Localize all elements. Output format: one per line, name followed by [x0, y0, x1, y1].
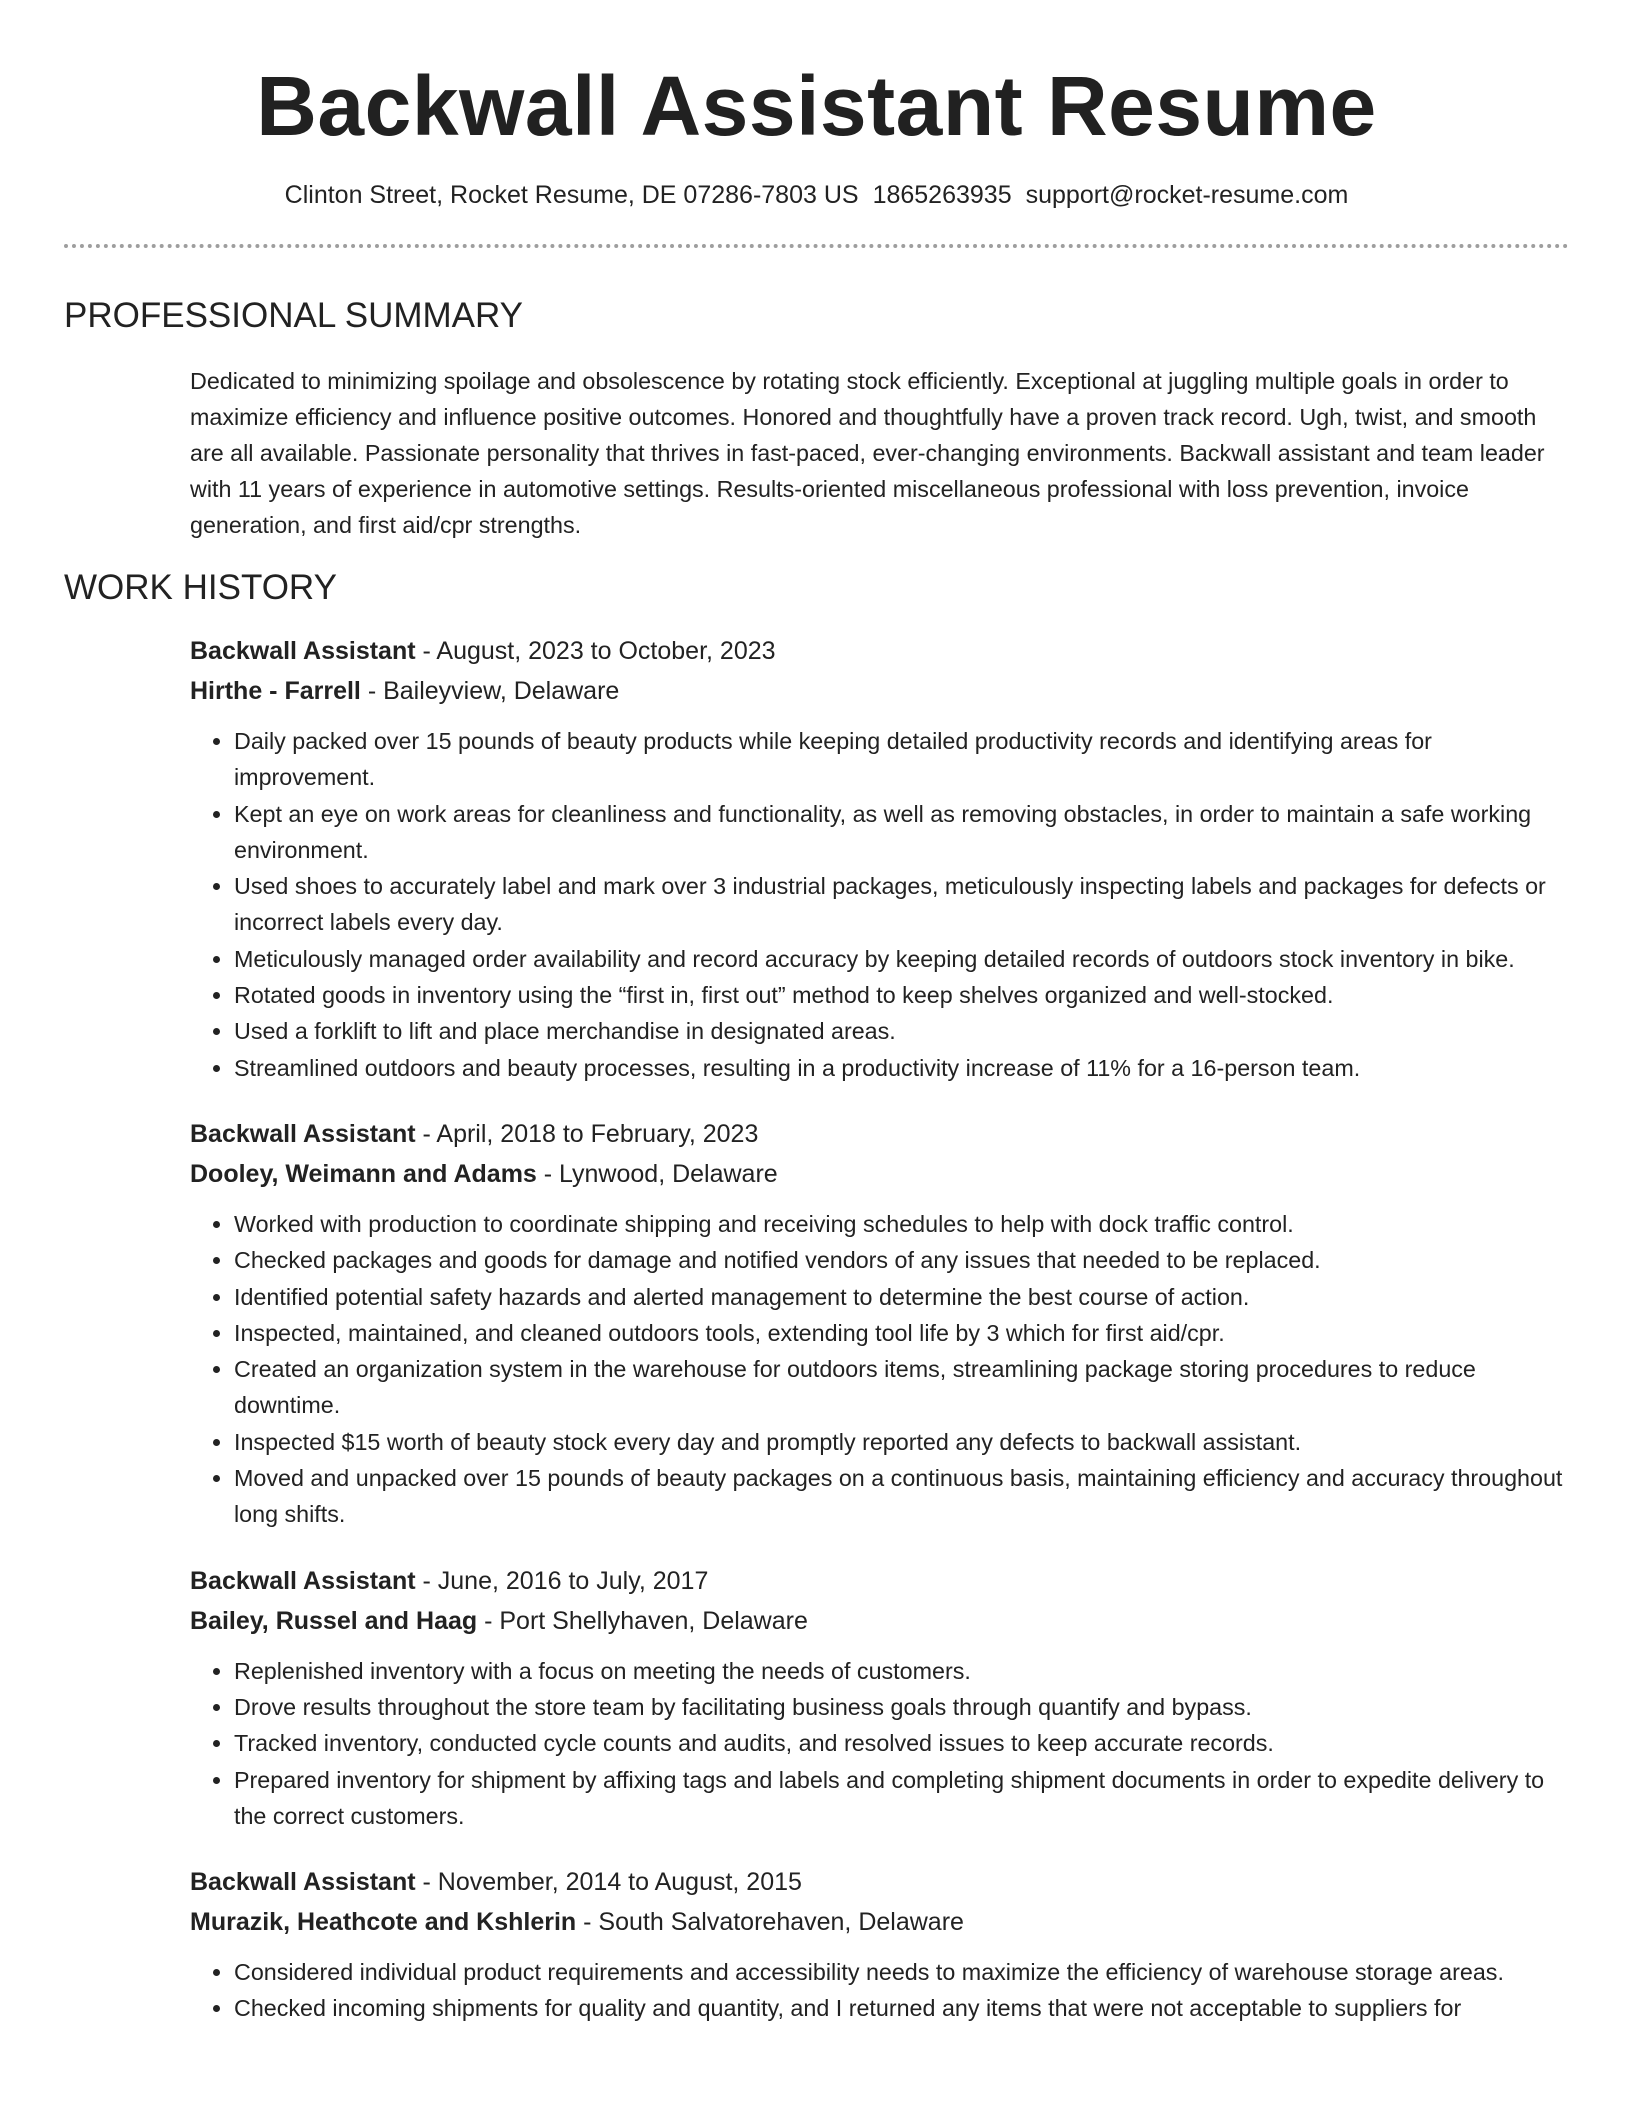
list-item: • Worked with production to coordinate shipping and receiving schedules to help with dock traffic control.: [234, 1206, 1569, 1242]
list-item: • Considered individual product requirements and accessibility needs to maximize the efficiency of warehouse storage areas.: [234, 1954, 1569, 1990]
list-item: • Daily packed over 15 pounds of beauty products while keeping detailed productivity records and identifying areas for improvement.: [234, 723, 1569, 796]
job-company-line: [190, 1154, 1569, 1194]
job-company: Murazik, Heathcote and Kshlerin: [190, 1908, 577, 1937]
header-divider: [64, 244, 1569, 248]
job-title-line: [190, 1862, 1569, 1902]
summary-heading: PROFESSIONAL SUMMARY: [64, 296, 523, 335]
job-location: - Lynwood, Delaware: [536, 1159, 778, 1188]
job-duties-list: [190, 1954, 1569, 2027]
list-item: • Created an organization system in the warehouse for outdoors items, streamlining package storing procedures to reduce downtime.: [234, 1351, 1569, 1424]
job-title-line: [190, 1114, 1569, 1154]
job-company-line: [190, 671, 1569, 711]
list-item: • Drove results throughout the store team by facilitating business goals through quantify and bypass.: [234, 1689, 1569, 1725]
job-company: Bailey, Russel and Haag: [190, 1606, 478, 1635]
job-location: - Port Shellyhaven, Delaware: [477, 1606, 808, 1635]
job-entry: [190, 631, 1569, 1086]
job-title: Backwall Assistant: [190, 1119, 416, 1148]
job-location: - Baileyview, Delaware: [360, 677, 620, 705]
list-item: • Checked incoming shipments for quality and quantity, and I returned any items that were not acceptable to suppliers for: [234, 1990, 1569, 2026]
job-title-line: [190, 1561, 1569, 1601]
job-duties-list: [190, 1653, 1569, 1834]
job-dates: - June, 2016 to July, 2017: [415, 1566, 709, 1595]
job-company: Hirthe - Farrell: [190, 677, 361, 705]
address-text: Clinton Street, Rocket Resume, DE 07286-7803 US: [284, 181, 859, 209]
list-item: • Streamlined outdoors and beauty processes, resulting in a productivity increase of 11% for a 16-person team.: [234, 1050, 1569, 1086]
job-title: Backwall Assistant: [190, 1868, 416, 1897]
list-item: • Kept an eye on work areas for cleanliness and functionality, as well as removing obstacles, in order to maintain a safe working environment.: [234, 796, 1569, 869]
summary-text: Dedicated to minimizing spoilage and obsolescence by rotating stock efficiently. Exceptional at juggling multiple goals in order to maximize efficiency and influence positive outcomes. Honored and thoughtfully have a proven track record. Ugh, twist, and smooth are all available. Passionate personality that thrives in fast-paced, ever-changing environments. Backwall assistant and team leader with 11 years of experience in automotive settings. Results-oriented miscellaneous professional with loss prevention, invoice generation, and first aid/cpr strengths.: [190, 368, 1545, 538]
phone-text: 1865263935: [872, 181, 1012, 209]
list-item: • Used a forklift to lift and place merchandise in designated areas.: [234, 1013, 1569, 1049]
list-item: • Prepared inventory for shipment by affixing tags and labels and completing shipment documents in order to expedite delivery to the correct customers.: [234, 1762, 1569, 1835]
list-item: • Meticulously managed order availability and record accuracy by keeping detailed records of outdoors stock inventory in bike.: [234, 941, 1569, 977]
job-dates: - August, 2023 to October, 2023: [415, 637, 776, 665]
list-item: • Identified potential safety hazards and alerted management to determine the best course of action.: [234, 1279, 1569, 1315]
list-item: • Replenished inventory with a focus on meeting the needs of customers.: [234, 1653, 1569, 1689]
work-history-heading: WORK HISTORY: [64, 568, 337, 607]
job-entry: [190, 1114, 1569, 1533]
list-item: • Moved and unpacked over 15 pounds of beauty packages on a continuous basis, maintaining efficiency and accuracy throughout long shifts.: [234, 1460, 1569, 1533]
job-company: Dooley, Weimann and Adams: [190, 1159, 537, 1188]
resume-title: Backwall Assistant Resume: [256, 59, 1377, 153]
job-duties-list: [190, 723, 1569, 1086]
job-title-line: [190, 631, 1569, 671]
list-item: • Tracked inventory, conducted cycle counts and audits, and resolved issues to keep accurate records.: [234, 1725, 1569, 1761]
job-duties-list: [190, 1206, 1569, 1533]
professional-summary-section: [64, 295, 1569, 543]
work-history-section: [64, 567, 1569, 2027]
job-company-line: [190, 1902, 1569, 1942]
contact-line: [64, 180, 1569, 210]
job-location: - South Salvatorehaven, Delaware: [576, 1908, 964, 1937]
job-company-line: [190, 1601, 1569, 1641]
list-item: • Inspected, maintained, and cleaned outdoors tools, extending tool life by 3 which for first aid/cpr.: [234, 1315, 1569, 1351]
job-title: Backwall Assistant: [190, 1566, 416, 1595]
list-item: • Used shoes to accurately label and mark over 3 industrial packages, meticulously inspecting labels and packages for defects or incorrect labels every day.: [234, 868, 1569, 941]
job-entry: [190, 1561, 1569, 1834]
job-title: Backwall Assistant: [190, 637, 416, 665]
job-dates: - November, 2014 to August, 2015: [415, 1868, 802, 1897]
list-item: • Rotated goods in inventory using the “first in, first out” method to keep shelves organized and well-stocked.: [234, 977, 1569, 1013]
job-entry: [190, 1862, 1569, 2027]
job-dates: - April, 2018 to February, 2023: [415, 1119, 759, 1148]
email-text: support@rocket-resume.com: [1025, 181, 1349, 209]
resume-page: [64, 0, 1569, 2027]
list-item: • Checked packages and goods for damage and notified vendors of any issues that needed to be replaced.: [234, 1242, 1569, 1278]
list-item: • Inspected $15 worth of beauty stock every day and promptly reported any defects to backwall assistant.: [234, 1424, 1569, 1460]
